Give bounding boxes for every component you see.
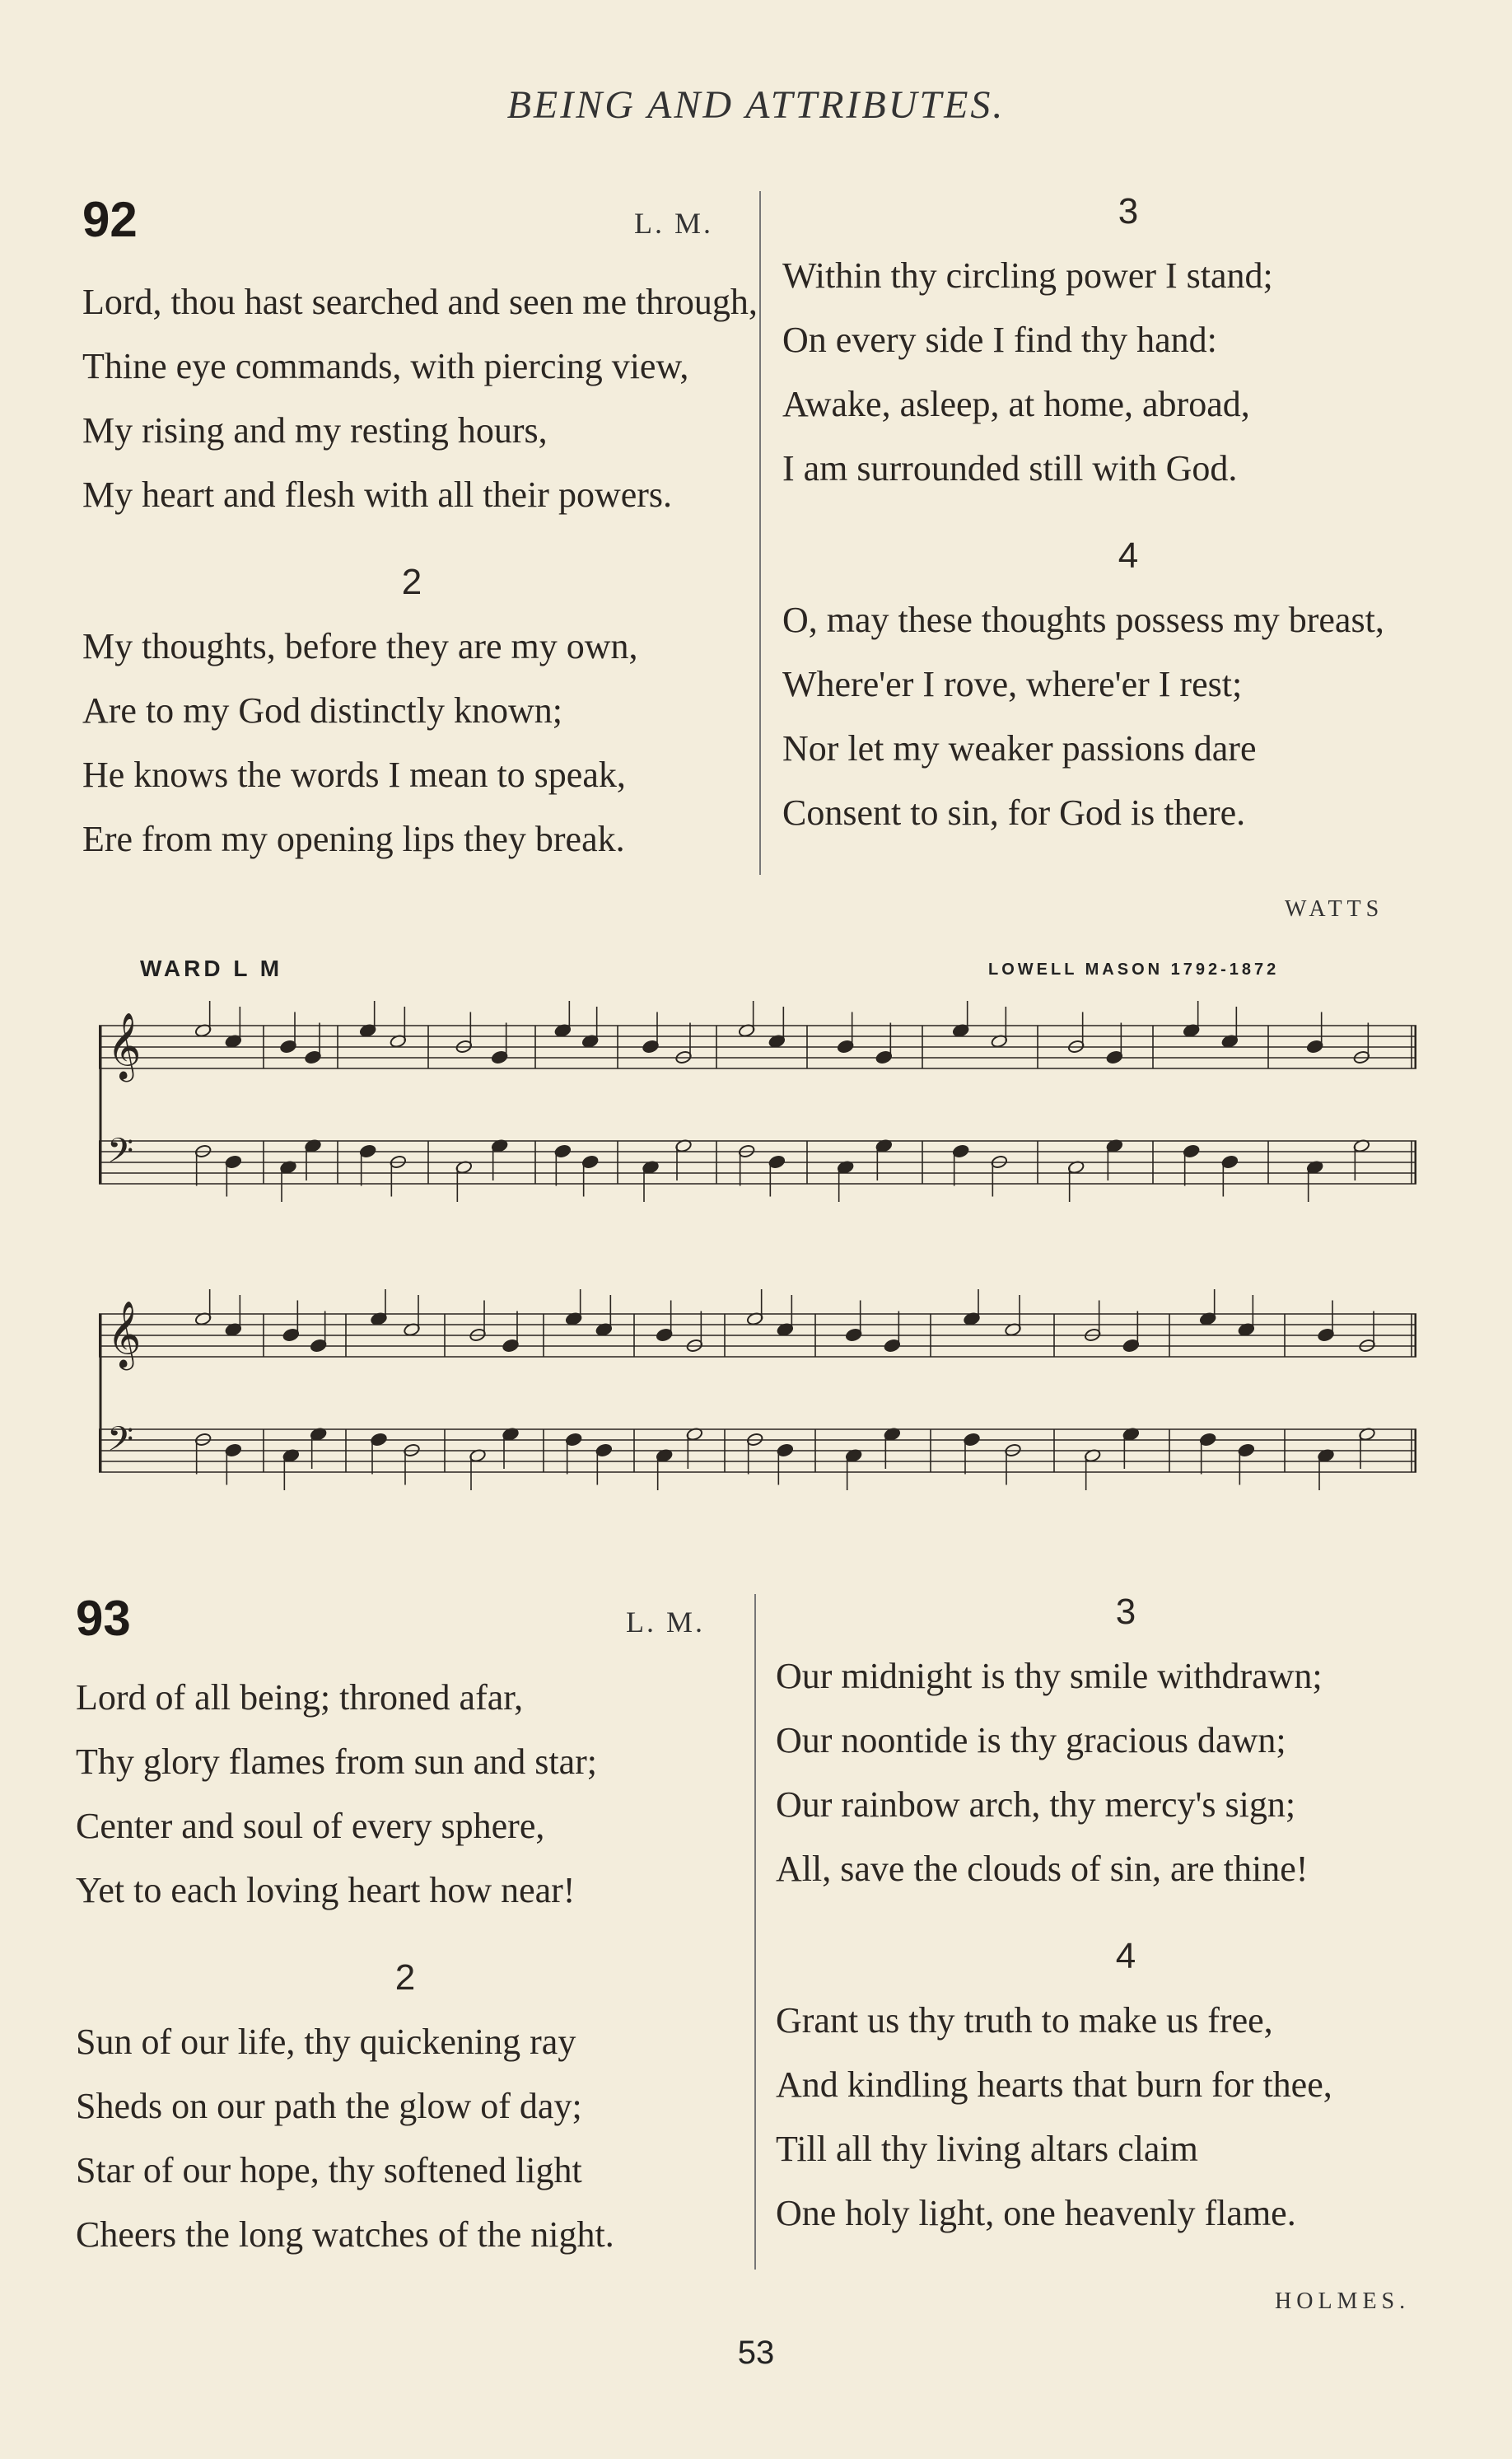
page-header: BEING AND ATTRIBUTES. [506,83,1006,127]
music-score-system-1 [99,1001,1416,1240]
tune-composer: LOWELL MASON 1792-1872 [988,961,1280,979]
stanza-gap [776,1901,1476,1924]
verse-line: On every side I find thy hand: [782,320,1217,360]
hymn-number-92: 92 [82,192,138,247]
hymn-92-right-column [782,180,1474,845]
column-divider-93 [754,1594,756,2270]
tune-name: WARD L M [140,956,283,981]
column-divider-92 [759,191,761,875]
verse-line: Lord, thou hast searched and seen me through, [82,282,758,322]
verse-line: Star of our hope, thy softened light [76,2150,582,2190]
verse-line: Sun of our life, thy quickening ray [76,2022,576,2062]
verse-line: Thy glory flames from sun and star; [76,1741,597,1782]
stanza-number: 4 [1115,1936,1136,1976]
verse-line: One holy light, one heavenly flame. [776,2193,1296,2233]
treble-clef-icon: 𝄞 [107,1300,142,1367]
hymn-93-author: HOLMES. [1275,2288,1411,2314]
stanza-number: 3 [1115,1592,1136,1632]
verse-line: Ere from my opening lips they break. [82,819,625,859]
stanza-gap [82,527,741,550]
hymn-92-left-column [82,270,758,872]
verse-line: Grant us thy truth to make us free, [776,2000,1273,2041]
verse-line: Nor let my weaker passions dare [782,728,1257,769]
hymn-93-right-column [776,1580,1476,2246]
verse-line: My thoughts, before they are my own, [82,626,638,666]
verse-line: Lord of all being; throned afar, [76,1677,524,1718]
bass-clef-icon: 𝄢 [107,1131,134,1179]
verse-line: Yet to each loving heart how near! [76,1870,576,1910]
verse-line: Consent to sin, for God is there. [782,792,1246,833]
verse-line: Our noontide is thy gracious dawn; [776,1720,1286,1760]
stanza-gap [782,501,1474,524]
hymn-93-left-column [76,1666,735,2267]
hymn-92-author: WATTS [1285,896,1384,922]
verse-line: Till all thy living altars claim [776,2129,1198,2169]
verse-line: O, may these thoughts possess my breast, [782,600,1384,640]
verse-line: Center and soul of every sphere, [76,1806,545,1846]
verse-line: He knows the words I mean to speak, [82,755,626,795]
music-score-system-2 [99,1289,1416,1536]
verse-line: And kindling hearts that burn for thee, [776,2064,1332,2105]
treble-clef-icon: 𝄞 [107,1012,142,1079]
verse-line: Cheers the long watches of the night. [76,2214,614,2255]
stanza-gap [76,1923,735,1946]
verse-line: Are to my God distinctly known; [82,690,562,731]
verse-line: Our rainbow arch, thy mercy's sign; [776,1784,1296,1825]
stanza-number: 4 [1118,535,1139,576]
verse-line: My heart and flesh with all their powers. [82,475,673,515]
verse-line: Where'er I rove, where'er I rest; [782,664,1243,704]
stanza-number: 3 [1118,191,1139,231]
verse-line: Our midnight is thy smile withdrawn; [776,1656,1323,1696]
verse-line: Awake, asleep, at home, abroad, [782,384,1250,424]
hymn-meter-93: L. M. [626,1606,705,1639]
stanza-number: 2 [401,562,422,602]
bass-clef-icon: 𝄢 [107,1419,134,1467]
verse-line: Thine eye commands, with piercing view, [82,346,689,386]
verse-line: Within thy circling power I stand; [782,255,1273,296]
hymn-meter-92: L. M. [634,207,713,240]
page-number: 53 [737,2335,775,2371]
verse-line: My rising and my resting hours, [82,410,548,451]
verse-line: Sheds on our path the glow of day; [76,2086,582,2126]
verse-line: I am surrounded still with God. [782,448,1238,489]
hymn-number-93: 93 [76,1591,131,1646]
verse-line: All, save the clouds of sin, are thine! [776,1849,1309,1889]
stanza-number: 2 [394,1957,416,1998]
